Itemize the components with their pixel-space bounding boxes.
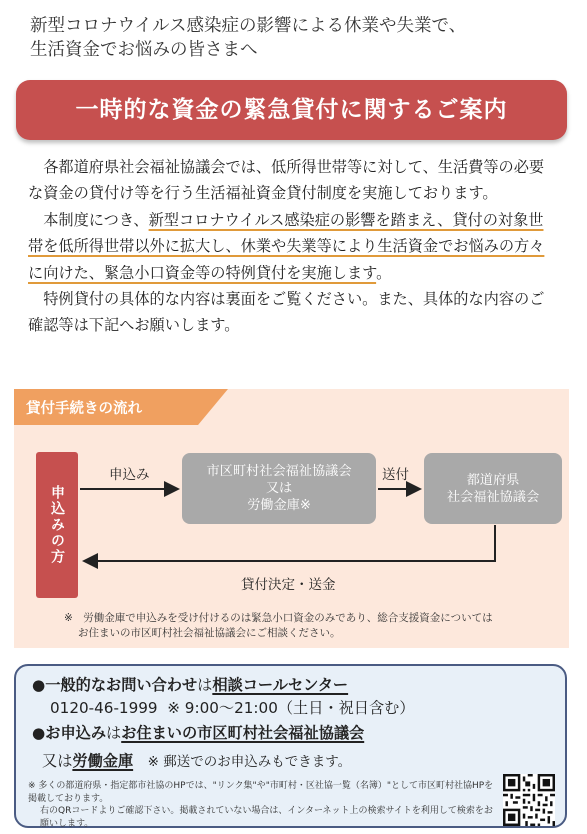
- intro-line-1: 新型コロナウイルス感染症の影響による休業や失業で、: [30, 16, 467, 36]
- box2-line-2: 社会福祉協議会: [446, 489, 540, 505]
- phone-number[interactable]: 0120-46-1999: [50, 699, 158, 717]
- phone-line: [50, 697, 415, 718]
- box1-line-2: 又は: [265, 481, 293, 496]
- box1-line-1: 市区町村社会福祉協議会: [206, 464, 352, 479]
- rokin-line: [42, 750, 351, 771]
- paragraph-1: 各都道府県社会福祉協議会では、低所得世帯等に対して、生活費等の必要な資金の貸付け等を行う生活福祉資金貸付制度を実施しております。: [28, 158, 545, 203]
- or-text: 又は: [42, 752, 73, 770]
- call-hours: ※ 9:00～21:00（土日・祝日含む）: [167, 699, 415, 717]
- rokin-name: 労働金庫: [72, 752, 134, 770]
- municipal-council-box: [182, 453, 376, 524]
- paragraph-2: [28, 207, 558, 286]
- footnote-2: 右のQRコードよりご確認下さい。掲載されていない場合は、インターネット上の検索サイトを利用して検索をお願いします。: [40, 806, 493, 829]
- flow-note: [64, 611, 559, 641]
- footnote-1: ※ 多くの都道府県・指定都市社協のHPでは、"リンク集"や"市町村・区社協一覧（名簿）"として市区町村社協HPを掲載しております。: [28, 781, 494, 804]
- return-arrow: [84, 525, 495, 561]
- flow-title: 貸付手続きの流れ: [26, 401, 142, 417]
- body-text: [28, 154, 558, 339]
- qr-code-icon[interactable]: [503, 774, 555, 826]
- contact-box: [14, 664, 567, 828]
- flow-note-line-1: ※ 労働金庫で申込みを受け付けるのは緊急小口資金のみであり、総合支援資金については: [64, 612, 493, 624]
- contact-footnote: [28, 780, 496, 830]
- paragraph-2-lead: 本制度につき、: [43, 210, 149, 229]
- intro-text: [30, 14, 466, 62]
- mail-note: ※ 郵送でのお申込みもできます。: [147, 754, 352, 770]
- call-center-name: 相談コールセンター: [212, 676, 349, 694]
- apply-label: 申込み: [109, 467, 150, 483]
- general-inquiry-line: [32, 674, 348, 695]
- flow-note-line-2: お住まいの市区町村社会福祉協議会にご相談ください。: [78, 627, 341, 639]
- bullet-1: ●: [32, 676, 46, 694]
- general-inquiry-particle: は: [197, 676, 213, 694]
- application-line: [32, 722, 364, 743]
- bullet-2: ●: [32, 724, 46, 742]
- application-label: お申込み: [45, 724, 107, 742]
- title-banner: 一時的な資金の緊急貸付に関するご案内: [16, 80, 567, 140]
- paragraph-2-underlined: 新型コロナウイルス感染症の影響を踏まえ、貸付の対象世帯を低所得世帯以外に拡大し、休業や失業等により生活資金でお悩みの方々に向けた、緊急小口資金等の特例貸付を実施します: [28, 210, 545, 282]
- prefectural-council-box: [424, 453, 562, 524]
- intro-line-2: 生活資金でお悩みの皆さまへ: [30, 40, 258, 60]
- box1-line-3: 労働金庫※: [247, 498, 311, 513]
- send-label: 送付: [382, 467, 409, 483]
- paragraph-2-end: 。: [376, 263, 392, 282]
- applicant-box: 申込みの方: [36, 452, 78, 598]
- return-label: 貸付決定・送金: [241, 577, 336, 593]
- application-particle: は: [106, 724, 122, 742]
- flow-section: [14, 389, 569, 648]
- general-inquiry-label: 一般的なお問い合わせ: [45, 676, 198, 694]
- box2-line-1: 都道府県: [466, 472, 520, 488]
- paragraph-3: 特例貸付の具体的な内容は裏面をご覧ください。また、具体的な内容のご確認等は下記へお願いします。: [28, 290, 545, 335]
- municipal-council-name: お住まいの市区町村社会福祉協議会: [121, 724, 365, 742]
